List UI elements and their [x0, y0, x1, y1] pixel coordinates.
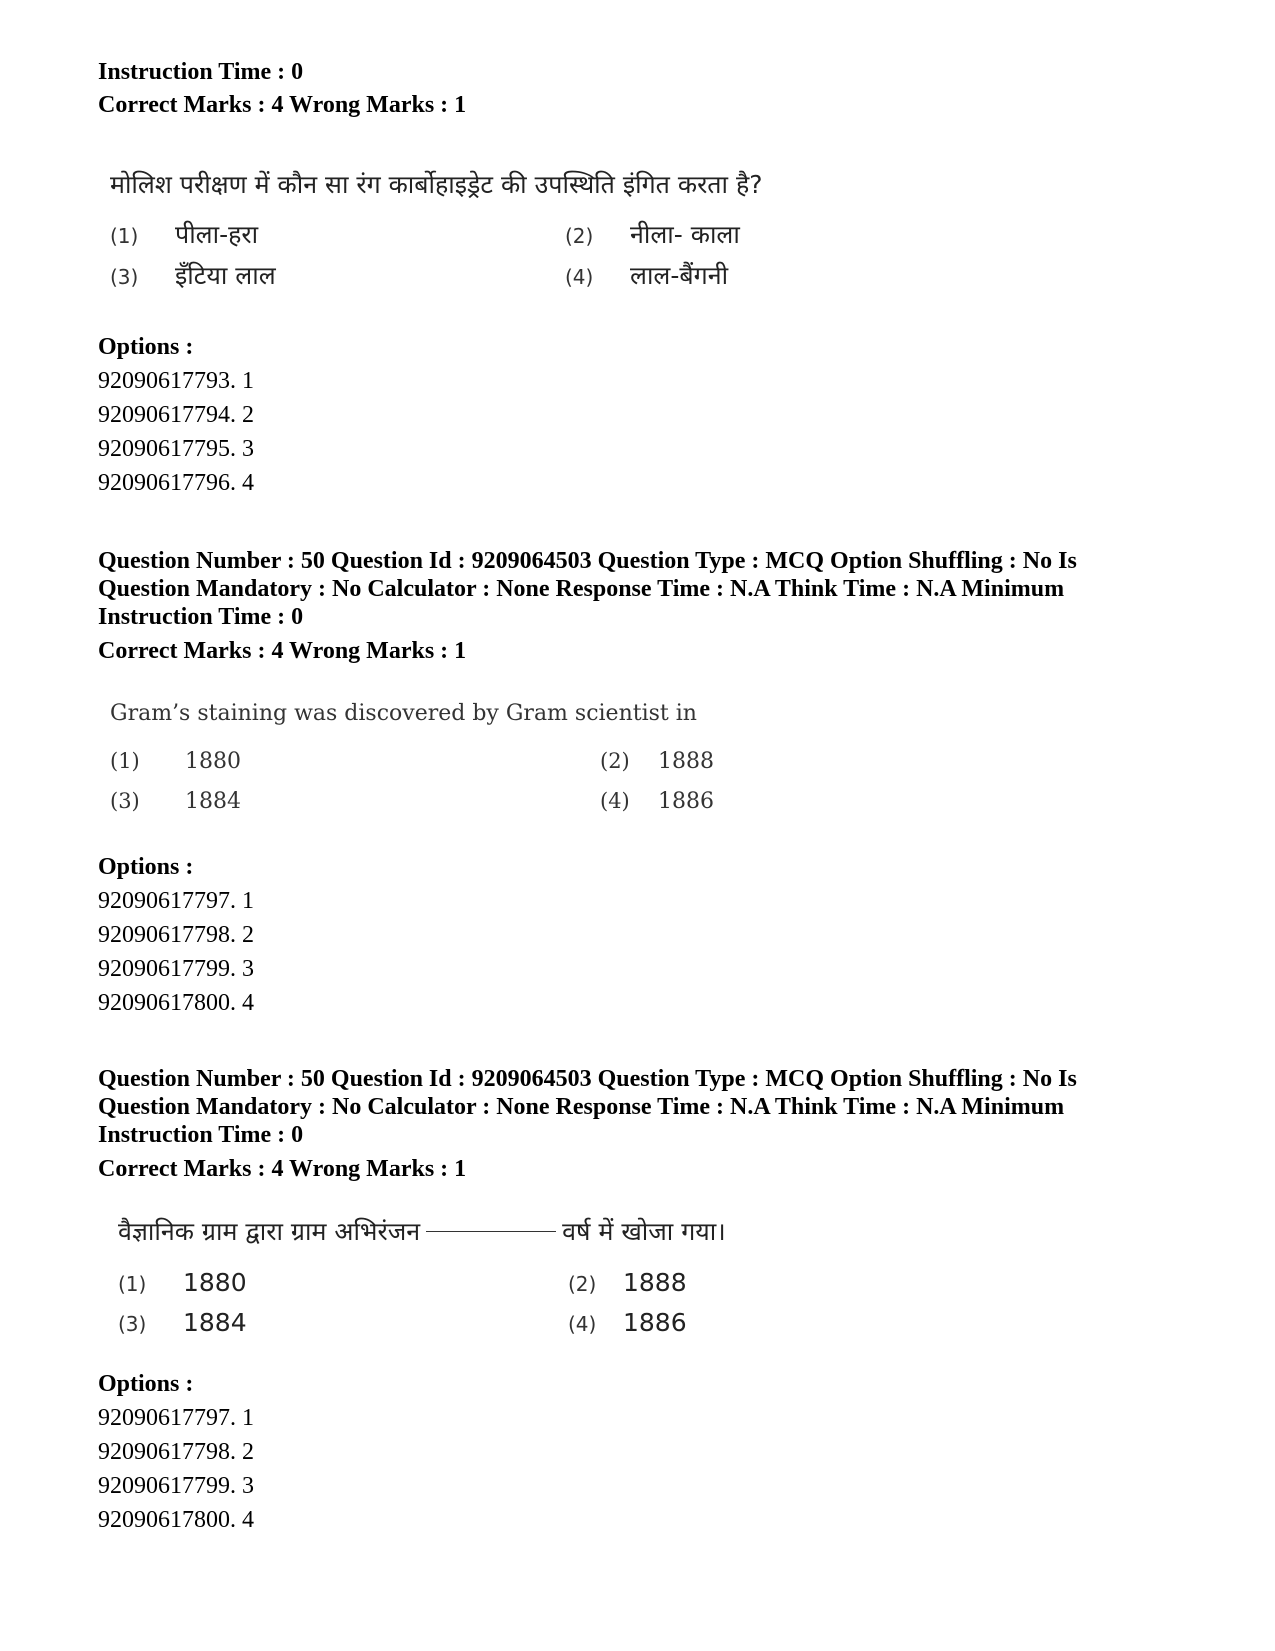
- choice-3: [110, 786, 241, 817]
- option-item: 92090617800. 4: [98, 1507, 254, 1533]
- question-image: [118, 1217, 858, 1362]
- choice-4: [565, 261, 728, 292]
- choice-2: [600, 746, 714, 777]
- question-text: Gram’s staining was discovered by Gram scientist in: [110, 701, 697, 726]
- choice-number: (2): [565, 224, 594, 248]
- options-title: Options :: [98, 854, 194, 880]
- choice-number: (1): [110, 224, 139, 248]
- blank-line: [426, 1231, 556, 1232]
- choice-2: [568, 1268, 687, 1299]
- choice-text: लाल-बैंगनी: [630, 261, 729, 290]
- option-item: 92090617797. 1: [98, 1405, 254, 1431]
- choice-text: इँटिया लाल: [175, 261, 276, 290]
- marks-line: Correct Marks : 4 Wrong Marks : 1: [98, 638, 467, 664]
- question-text-after-blank: वर्ष में खोजा गया।: [562, 1217, 726, 1246]
- marks-line: Correct Marks : 4 Wrong Marks : 1: [98, 1156, 467, 1182]
- choice-3: [110, 261, 276, 292]
- choice-1: [118, 1268, 247, 1299]
- options-title: Options :: [98, 334, 194, 360]
- choice-number: (3): [118, 1312, 147, 1336]
- option-item: 92090617799. 3: [98, 1473, 254, 1499]
- options-list: [98, 850, 254, 1020]
- choice-text: 1888: [623, 1268, 687, 1297]
- choice-number: (2): [568, 1272, 597, 1296]
- question-header-line-1: Question Number : 50 Question Id : 9209064503 Question Type : MCQ Option Shuffling : No Is: [98, 1066, 1077, 1092]
- question-text: [118, 1217, 726, 1247]
- choice-text: 1884: [185, 789, 241, 814]
- marks-line: Correct Marks : 4 Wrong Marks : 1: [98, 92, 467, 118]
- choice-number: (4): [600, 789, 630, 813]
- choice-text: 1880: [185, 749, 241, 774]
- choice-1: [110, 220, 258, 251]
- option-item: 92090617800. 4: [98, 990, 254, 1016]
- choice-number: (3): [110, 265, 139, 289]
- choice-4: [600, 786, 714, 817]
- question-text-before-blank: वैज्ञानिक ग्राम द्वारा ग्राम अभिरंजन: [118, 1217, 421, 1246]
- option-item: 92090617798. 2: [98, 1439, 254, 1465]
- question-header-line-2: Question Mandatory : No Calculator : None Response Time : N.A Think Time : N.A Minimum: [98, 576, 1065, 602]
- choice-text: 1886: [623, 1308, 687, 1337]
- choice-text: 1886: [658, 789, 714, 814]
- choice-text: पीला-हरा: [175, 220, 259, 249]
- options-title: Options :: [98, 1371, 194, 1397]
- option-item: 92090617797. 1: [98, 888, 254, 914]
- choice-number: (1): [110, 749, 140, 773]
- question-header-line-1: Question Number : 50 Question Id : 9209064503 Question Type : MCQ Option Shuffling : No Is: [98, 548, 1077, 574]
- choice-number: (4): [568, 1312, 597, 1336]
- choice-1: [110, 746, 241, 777]
- question-text: मोलिश परीक्षण में कौन सा रंग कार्बोहाइड्रेट की उपस्थिति इंगित करता है?: [110, 170, 763, 199]
- choice-text: 1880: [183, 1268, 247, 1297]
- options-list: [98, 330, 254, 500]
- choice-number: (3): [110, 789, 140, 813]
- option-item: 92090617798. 2: [98, 922, 254, 948]
- option-item: 92090617796. 4: [98, 470, 254, 496]
- choice-2: [565, 220, 740, 251]
- options-list: [98, 1367, 254, 1537]
- option-item: 92090617795. 3: [98, 436, 254, 462]
- choice-3: [118, 1308, 247, 1339]
- choice-text: 1888: [658, 749, 714, 774]
- option-item: 92090617799. 3: [98, 956, 254, 982]
- choice-text: 1884: [183, 1308, 247, 1337]
- choice-number: (1): [118, 1272, 147, 1296]
- choice-number: (2): [600, 749, 630, 773]
- instruction-time: Instruction Time : 0: [98, 59, 304, 85]
- instruction-time: Instruction Time : 0: [98, 604, 304, 630]
- choice-text: नीला- काला: [630, 220, 740, 249]
- option-item: 92090617794. 2: [98, 402, 254, 428]
- option-item: 92090617793. 1: [98, 368, 254, 394]
- choice-4: [568, 1308, 687, 1339]
- choice-number: (4): [565, 265, 594, 289]
- instruction-time: Instruction Time : 0: [98, 1122, 304, 1148]
- question-header-line-2: Question Mandatory : No Calculator : None Response Time : N.A Think Time : N.A Minimum: [98, 1094, 1065, 1120]
- question-image: [110, 170, 850, 315]
- question-image: [110, 699, 850, 844]
